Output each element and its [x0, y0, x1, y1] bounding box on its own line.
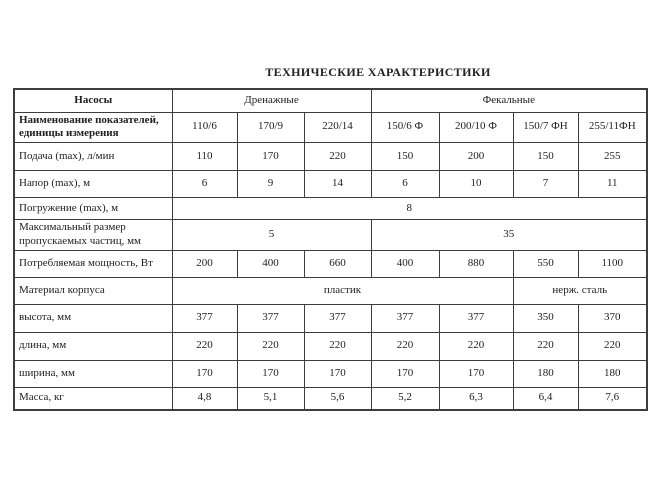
table-row-models	[14, 112, 647, 143]
table-row-power	[14, 250, 647, 277]
spec-value: 10	[439, 171, 513, 198]
spec-value: 170	[304, 360, 371, 387]
table-row-length	[14, 332, 647, 360]
spec-value: 7	[513, 171, 578, 198]
spec-value: 880	[439, 250, 513, 277]
spec-value: 550	[513, 250, 578, 277]
spec-value: 377	[237, 304, 304, 332]
spec-value: 5,1	[237, 387, 304, 410]
spec-table	[13, 88, 648, 411]
spec-value: 370	[578, 304, 647, 332]
group-header-drainage: Дренажные	[172, 89, 371, 112]
spec-value: 660	[304, 250, 371, 277]
spec-value: 377	[304, 304, 371, 332]
spec-value: 5,6	[304, 387, 371, 410]
spec-value: 170	[172, 360, 237, 387]
spec-value-merged: нерж. сталь	[513, 277, 647, 304]
spec-value-merged: пластик	[172, 277, 513, 304]
spec-value-merged: 8	[172, 198, 647, 220]
spec-value: 170	[237, 360, 304, 387]
row-label: Подача (max), л/мин	[14, 143, 172, 171]
spec-value: 220	[304, 143, 371, 171]
row-label: длина, мм	[14, 332, 172, 360]
spec-value: 170	[237, 143, 304, 171]
table-row-width	[14, 360, 647, 387]
spec-value: 6,4	[513, 387, 578, 410]
row-label: Погружение (max), м	[14, 198, 172, 220]
spec-value: 6,3	[439, 387, 513, 410]
spec-value-merged: 5	[172, 220, 371, 251]
spec-value: 170	[439, 360, 513, 387]
spec-value: 110	[172, 143, 237, 171]
spec-value: 4,8	[172, 387, 237, 410]
table-row-immersion	[14, 198, 647, 220]
model-header: 150/6 Ф	[371, 112, 439, 143]
spec-value: 5,2	[371, 387, 439, 410]
spec-value: 11	[578, 171, 647, 198]
row-label: Материал корпуса	[14, 277, 172, 304]
spec-value: 200	[172, 250, 237, 277]
spec-value: 220	[439, 332, 513, 360]
table-row-particle-size	[14, 220, 647, 251]
model-header: 220/14	[304, 112, 371, 143]
page-title: ТЕХНИЧЕСКИЕ ХАРАКТЕРИСТИКИ	[265, 65, 491, 79]
row-label: Масса, кг	[14, 387, 172, 410]
pumps-header-cell: Насосы	[14, 89, 172, 112]
row-label: высота, мм	[14, 304, 172, 332]
spec-value: 220	[237, 332, 304, 360]
spec-value: 1100	[578, 250, 647, 277]
spec-value: 400	[371, 250, 439, 277]
spec-value: 220	[513, 332, 578, 360]
spec-value: 14	[304, 171, 371, 198]
table-row-groups	[14, 89, 647, 112]
table-row-flow	[14, 143, 647, 171]
spec-value: 6	[172, 171, 237, 198]
row-label: Максимальный размер пропускаемых частиц, мм	[14, 220, 172, 251]
table-row-material	[14, 277, 647, 304]
params-header-cell: Наименование показателей, единицы измерения	[14, 112, 172, 143]
spec-value: 200	[439, 143, 513, 171]
spec-value: 9	[237, 171, 304, 198]
spec-value: 400	[237, 250, 304, 277]
spec-value: 255	[578, 143, 647, 171]
spec-value: 350	[513, 304, 578, 332]
row-label: ширина, мм	[14, 360, 172, 387]
spec-value: 220	[578, 332, 647, 360]
model-header: 110/6	[172, 112, 237, 143]
table-row-height	[14, 304, 647, 332]
spec-value: 150	[513, 143, 578, 171]
spec-value: 150	[371, 143, 439, 171]
model-header: 200/10 Ф	[439, 112, 513, 143]
spec-value: 6	[371, 171, 439, 198]
model-header: 150/7 ФН	[513, 112, 578, 143]
spec-value-merged: 35	[371, 220, 647, 251]
row-label: Потребляемая мощность, Вт	[14, 250, 172, 277]
model-header: 255/11ФН	[578, 112, 647, 143]
spec-value: 377	[172, 304, 237, 332]
spec-value: 220	[304, 332, 371, 360]
spec-value: 220	[371, 332, 439, 360]
spec-value: 180	[513, 360, 578, 387]
spec-value: 220	[172, 332, 237, 360]
row-label: Напор (max), м	[14, 171, 172, 198]
spec-value: 170	[371, 360, 439, 387]
table-row-mass	[14, 387, 647, 410]
group-header-fecal: Фекальные	[371, 89, 647, 112]
spec-value: 377	[439, 304, 513, 332]
table-row-head	[14, 171, 647, 198]
spec-value: 377	[371, 304, 439, 332]
model-header: 170/9	[237, 112, 304, 143]
spec-value: 7,6	[578, 387, 647, 410]
spec-value: 180	[578, 360, 647, 387]
